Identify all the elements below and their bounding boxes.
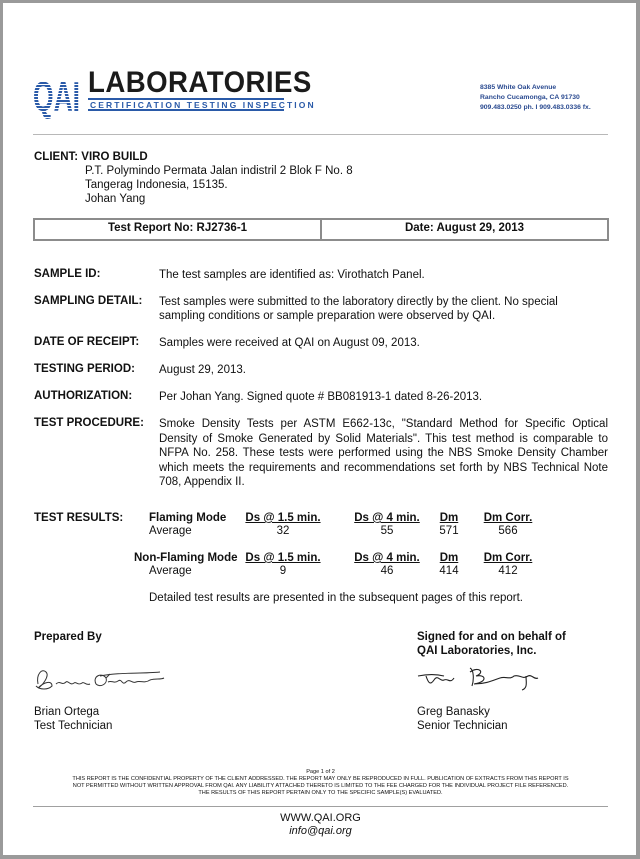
address-line-1: 8385 White Oak Avenue	[480, 84, 557, 91]
disclaimer-line-1: THIS REPORT IS THE CONFIDENTIAL PROPERTY OF THE CLIENT ADDRESSED. THE REPORT MAY ONLY BE REPRODUCED IN FULL. PUBLICATION OF EXTRACTS FROM THIS REPORT IS	[72, 776, 569, 782]
signed-on-behalf-heading-1: Signed for and on behalf of	[417, 631, 566, 643]
non-flaming-col-ds15: Ds @ 1.5 min.	[245, 552, 321, 564]
disclaimer-line-3: THE RESULTS OF THIS REPORT PERTAIN ONLY TO THE SPECIFIC SAMPLE(S) EVALUATED.	[198, 790, 443, 796]
client-address-2: Tangerag Indonesia, 15135.	[85, 179, 228, 191]
footer-divider	[33, 806, 608, 807]
signed-by-name: Greg Banasky	[417, 706, 490, 718]
non-flaming-col-dm: Dm	[439, 552, 459, 564]
client-address-1: P.T. Polymindo Permata Jalan indistril 2 Blok F No. 8	[85, 165, 353, 177]
authorization-value: Per Johan Yang. Signed quote # BB081913-1 dated 8-26-2013.	[159, 391, 483, 403]
signed-by-title: Senior Technician	[417, 720, 508, 732]
report-date: Date: August 29, 2013	[404, 222, 525, 234]
flaming-col-ds15: Ds @ 1.5 min.	[245, 512, 321, 524]
prepared-by-title: Test Technician	[34, 720, 113, 732]
flaming-col-ds4: Ds @ 4 min.	[354, 512, 420, 524]
signed-by-signature	[414, 662, 544, 694]
prepared-by-name: Brian Ortega	[34, 706, 100, 718]
authorization-label: AUTHORIZATION:	[34, 390, 133, 402]
sample-id-label: SAMPLE ID:	[34, 268, 101, 280]
non-flaming-mode-label: Non-Flaming Mode	[134, 552, 238, 564]
signed-on-behalf-heading-2: QAI Laboratories, Inc.	[417, 645, 537, 657]
non-flaming-ds15-value: 9	[279, 565, 287, 577]
date-of-receipt-value: Samples were received at QAI on August 09, 2013.	[159, 337, 420, 349]
non-flaming-average-label: Average	[149, 565, 192, 577]
address-line-2: Rancho Cucamonga, CA 91730	[480, 94, 580, 101]
website-link[interactable]: WWW.QAI.ORG	[280, 812, 361, 824]
flaming-col-dmcorr: Dm Corr.	[483, 512, 533, 524]
date-of-receipt-label: DATE OF RECEIPT:	[34, 336, 140, 348]
flaming-average-label: Average	[149, 525, 192, 537]
sampling-detail-line-1: Test samples were submitted to the laboratory directly by the client. No special	[159, 296, 558, 308]
client-contact: Johan Yang	[85, 193, 146, 205]
test-procedure-label: TEST PROCEDURE:	[34, 417, 144, 429]
logo-tagline: CERTIFICATION TESTING INSPECTION	[90, 100, 316, 110]
report-number: Test Report No: RJ2736-1	[107, 222, 248, 234]
non-flaming-col-dmcorr: Dm Corr.	[483, 552, 533, 564]
email-link[interactable]: info@qai.org	[289, 825, 352, 837]
testing-period-label: TESTING PERIOD:	[34, 363, 135, 375]
page-number: Page 1 of 2	[306, 769, 335, 775]
non-flaming-dm-value: 414	[439, 565, 459, 577]
sampling-detail-label: SAMPLING DETAIL:	[34, 295, 143, 307]
logo-wordmark: LABORATORIES	[88, 66, 312, 99]
header-divider	[33, 134, 608, 135]
flaming-col-dm: Dm	[439, 512, 459, 524]
flaming-dm-value: 571	[439, 525, 459, 537]
non-flaming-col-ds4: Ds @ 4 min.	[354, 552, 420, 564]
prepared-by-heading: Prepared By	[34, 631, 102, 643]
prepared-by-signature	[30, 662, 170, 696]
sampling-detail-line-2: sampling conditions or sample preparation were observed by QAI.	[159, 310, 496, 322]
address-line-3: 909.483.0250 ph. I 909.483.0336 fx.	[480, 104, 591, 111]
detailed-results-note: Detailed test results are presented in the subsequent pages of this report.	[149, 592, 523, 604]
flaming-ds4-value: 55	[380, 525, 394, 537]
test-results-label: TEST RESULTS:	[34, 512, 124, 524]
testing-period-value: August 29, 2013.	[159, 364, 246, 376]
sample-id-value: The test samples are identified as: Virothatch Panel.	[159, 269, 425, 281]
logo-letters: QAI	[33, 73, 80, 120]
flaming-ds15-value: 32	[276, 525, 290, 537]
qai-logo-icon	[33, 70, 81, 120]
flaming-dmcorr-value: 566	[498, 525, 518, 537]
client-heading: CLIENT: VIRO BUILD	[34, 151, 148, 163]
flaming-mode-label: Flaming Mode	[149, 512, 227, 524]
disclaimer-line-2: NOT PERMITTED WITHOUT WRITTEN APPROVAL FROM QAI. ANY LIABILITY ATTACHED THERETO IS LIMITED TO THE FEE CHARGED FOR THE INDIVIDUAL PROJECT FILE REFERENCED.	[72, 783, 569, 789]
test-procedure-value: Smoke Density Tests per ASTM E662-13c, "Standard Method for Specific Optical Density of Smoke Generated by Solid Materials". This test method is comparable to NFPA No. 258. These tests were performed using the NBS Smoke Density Chamber which meets the requirements and recommendations set forth by NBS Technical Note 708, Appendix II.	[159, 418, 608, 488]
non-flaming-dmcorr-value: 412	[498, 565, 518, 577]
non-flaming-ds4-value: 46	[380, 565, 394, 577]
